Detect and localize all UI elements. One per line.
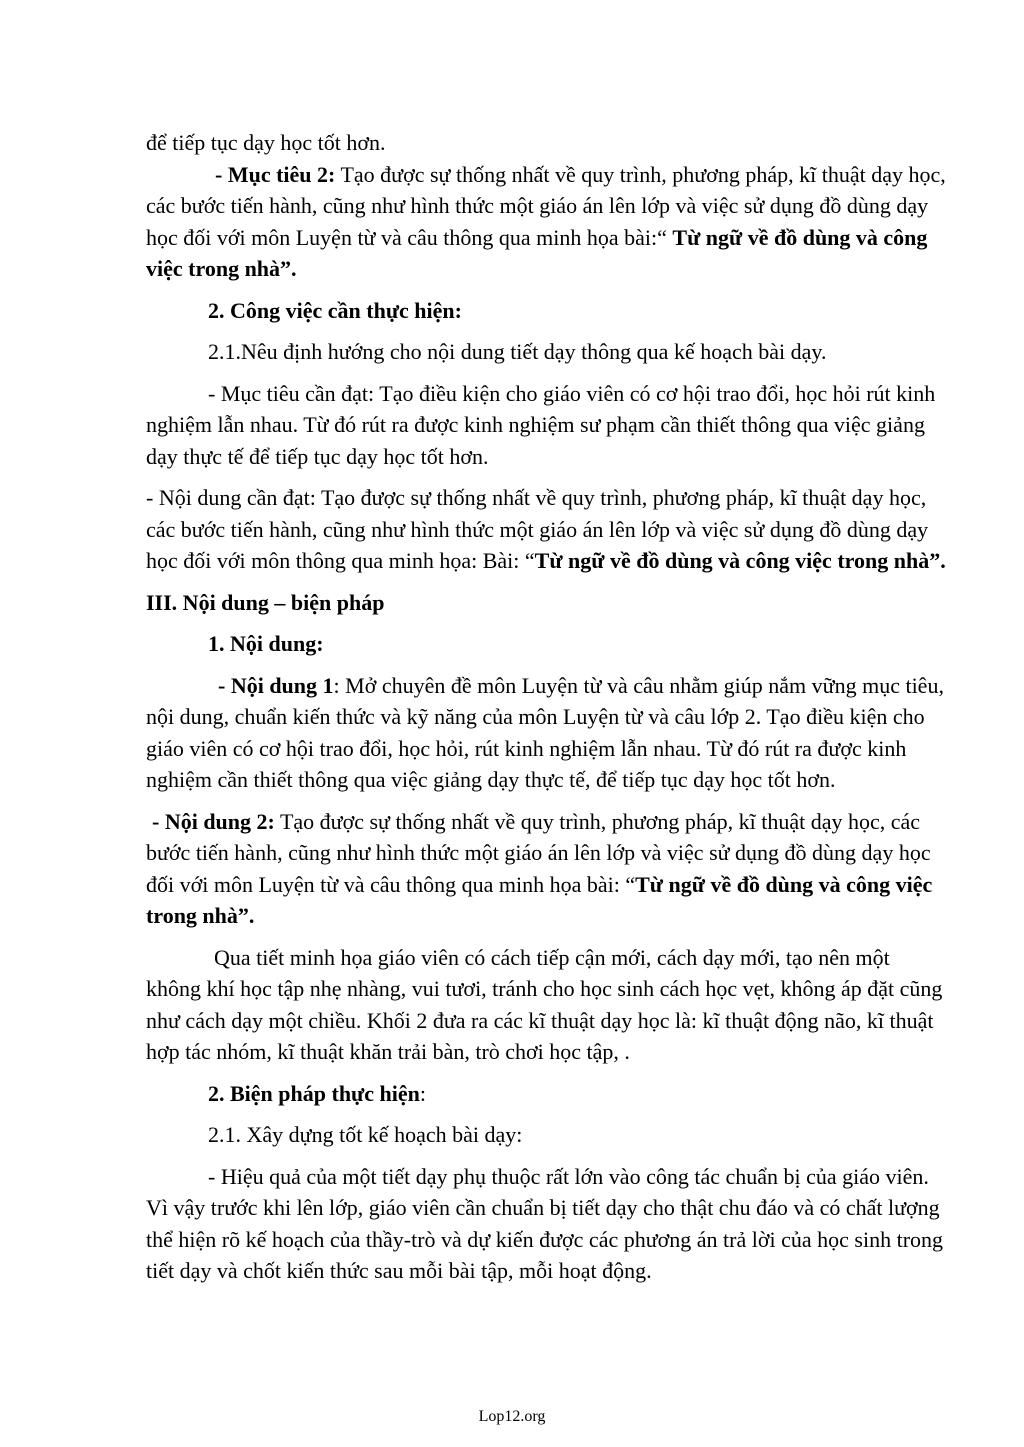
heading-noi-dung-bien-phap: III. Nội dung – biện pháp <box>146 589 385 615</box>
paragraph-muc-tieu-2 <box>146 159 946 285</box>
muc-tieu-2-title: Từ ngữ về đồ dùng và công việc trong nhà”. <box>146 224 928 281</box>
noi-dung-2-label: - Nội dung 2: <box>152 808 275 834</box>
noi-dung-can-dat-text: - Nội dung cần đạt: Tạo được sự thống nhất về quy trình, phương pháp, kĩ thuật dạy học, các bước tiến hành, cũng như hình thức một giáo án lên lớp và việc sử dụng đồ dùng dạy học đối với môn thông qua minh họa: Bài: “ <box>146 485 929 573</box>
paragraph-noi-dung-can-dat <box>146 482 946 577</box>
paragraph-continuation: để tiếp tục dạy học tốt hơn. <box>146 130 386 155</box>
paragraph-xay-dung-ke-hoach: 2.1. Xây dựng tốt kế hoạch bài dạy: <box>208 1122 523 1147</box>
paragraph-muc-tieu-can-dat: - Mục tiêu cần đạt: Tạo điều kiện cho giáo viên có cơ hội trao đổi, học hỏi rút kinh nghiệm lẫn nhau. Từ đó rút ra được kinh nghiệm sư phạm cần thiết thông qua việc giảng dạy thực tế để tiếp tục dạy học tốt hơn. <box>146 380 936 469</box>
paragraph-dinh-huong: 2.1.Nêu định hướng cho nội dung tiết dạy thông qua kế hoạch bài dạy. <box>208 339 827 364</box>
paragraph-hieu-qua: - Hiệu quả của một tiết dạy phụ thuộc rất lớn vào công tác chuẩn bị của giáo viên. Vì vậy trước khi lên lớp, giáo viên cần chuẩn bị tiết dạy cho thật chu đáo và có chất lượng thể hiện rõ kế hoạch của thầy-trò và dự kiến được các phương án trả lời của học sinh trong tiết dạy và chốt kiến thức sau mỗi bài tập, mỗi hoạt động. <box>146 1163 944 1283</box>
paragraph-minh-hoa: Qua tiết minh họa giáo viên có cách tiếp cận mới, cách dạy mới, tạo nên một không khí học tập nhẹ nhàng, vui tươi, tránh cho học sinh cách học vẹt, không áp đặt cũng như cách dạy một chiều. Khối 2 đưa ra các kĩ thuật dạy học là: kĩ thuật động não, kĩ thuật hợp tác nhóm, kĩ thuật khăn trải bàn, trò chơi học tập, . <box>146 944 943 1064</box>
noi-dung-2-text: Tạo được sự thống nhất về quy trình, phương pháp, kĩ thuật dạy học, các bước tiến hành, cũng như hình thức một giáo án lên lớp và việc sử dụng đồ dùng dạy học đối với môn Luyện từ và câu thông qua minh họa bài: “ <box>146 808 931 897</box>
noi-dung-can-dat-title: Từ ngữ về đồ dùng và công việc trong nhà”. <box>534 548 946 573</box>
document-page <box>146 127 946 1287</box>
page-footer: Lop12.org <box>478 1408 546 1425</box>
bien-phap-label: 2. Biện pháp thực hiện <box>208 1080 420 1106</box>
noi-dung-2-title: Từ ngữ về đồ dùng và công việc trong nhà”. <box>146 871 933 928</box>
paragraph-noi-dung-2 <box>146 806 946 932</box>
heading-noi-dung: 1. Nội dung: <box>208 631 324 656</box>
paragraph-noi-dung-1 <box>146 670 946 796</box>
noi-dung-1-label: - Nội dung 1 <box>218 672 334 698</box>
bien-phap-colon: : <box>419 1080 426 1106</box>
noi-dung-1-text: : Mở chuyên đề môn Luyện từ và câu nhằm giúp nắm vững mục tiêu, nội dung, chuẩn kiến thức và kỹ năng của môn Luyện từ và câu lớp 2. Tạo điều kiện cho giáo viên có cơ hội trao đổi, học hỏi, rút kinh nghiệm lẫn nhau. Từ đó rút ra được kinh nghiệm cần thiết thông qua việc giảng dạy thực tế, để tiếp tục dạy học tốt hơn. <box>146 672 944 792</box>
muc-tieu-2-label: - Mục tiêu 2: <box>215 161 336 187</box>
heading-bien-phap <box>146 1078 946 1110</box>
muc-tieu-2-text: Tạo được sự thống nhất về quy trình, phương pháp, kĩ thuật dạy học, các bước tiến hành, cũng như hình thức một giáo án lên lớp và việc sử dụng đồ dùng dạy học đối với môn Luyện từ và câu thông qua minh họa bài:“ <box>146 161 946 250</box>
heading-cong-viec: 2. Công việc cần thực hiện: <box>208 297 462 323</box>
